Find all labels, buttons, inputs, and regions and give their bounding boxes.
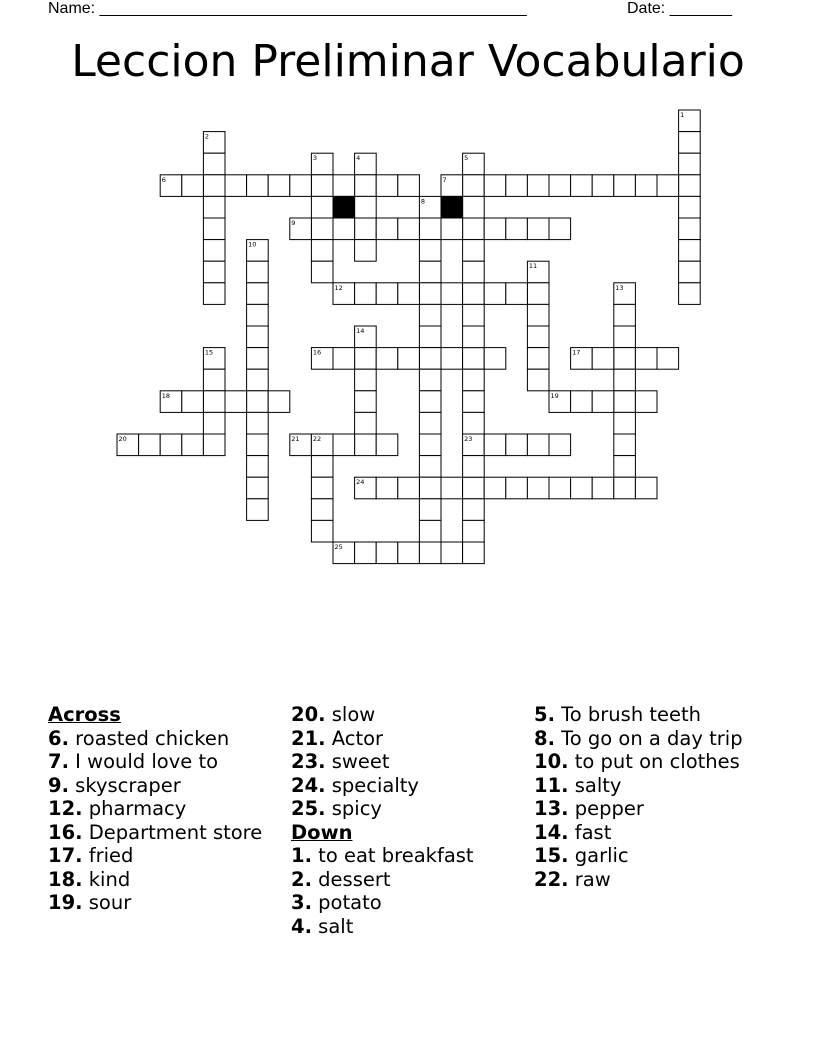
cell-number: 16: [312, 348, 322, 357]
grid-cell[interactable]: [592, 391, 614, 413]
grid-cell[interactable]: [527, 326, 549, 348]
clue-text: To brush teeth: [554, 703, 702, 726]
grid-cell[interactable]: [225, 391, 247, 413]
cell-number: 19: [550, 391, 559, 400]
grid-cell[interactable]: [398, 542, 420, 564]
cell-number: 7: [442, 175, 447, 184]
clue-item: [534, 868, 784, 892]
grid-cell[interactable]: [311, 520, 333, 542]
grid-cell[interactable]: [592, 175, 614, 197]
across-clue-list: [48, 727, 268, 915]
clue-number: 12.: [48, 797, 83, 820]
grid-cell[interactable]: [463, 456, 485, 478]
clue-item: [48, 750, 268, 774]
grid-cell[interactable]: [463, 348, 485, 370]
grid-cell[interactable]: [376, 283, 398, 305]
grid-cell[interactable]: [679, 153, 701, 175]
grid-cell[interactable]: [398, 283, 420, 305]
clue-number: 10.: [534, 750, 569, 773]
grid-cell[interactable]: [441, 218, 463, 240]
cell-number: 5: [464, 154, 469, 163]
cell-number: 24: [356, 478, 365, 487]
grid-cell[interactable]: [311, 499, 333, 521]
grid-cell[interactable]: [484, 175, 506, 197]
clue-item: [534, 797, 784, 821]
clue-item: [534, 774, 784, 798]
grid-cell[interactable]: [376, 434, 398, 456]
grid-cell[interactable]: [247, 175, 269, 197]
grid-cell[interactable]: [355, 218, 377, 240]
grid-cell[interactable]: [441, 283, 463, 305]
grid-cell[interactable]: [419, 520, 441, 542]
grid-cell[interactable]: [247, 348, 269, 370]
clue-number: 6.: [48, 726, 69, 750]
grid-cell[interactable]: [614, 326, 636, 348]
grid-cell[interactable]: [419, 456, 441, 478]
grid-cell[interactable]: [463, 175, 485, 197]
clue-text: to put on clothes: [568, 750, 740, 773]
clue-number: 5.: [534, 703, 555, 726]
clue-item: [291, 703, 511, 727]
grid-cell[interactable]: [247, 326, 269, 348]
clue-item: [48, 821, 268, 845]
grid-cell[interactable]: [463, 412, 485, 434]
cell-number: 9: [291, 219, 296, 227]
clue-text: garlic: [568, 844, 629, 867]
clue-item: [291, 844, 511, 868]
grid-cell[interactable]: [355, 412, 377, 434]
grid-cell[interactable]: [311, 240, 333, 262]
date-field-label: Date: _______: [627, 0, 732, 17]
clue-number: 24.: [291, 773, 326, 797]
clue-item: [534, 703, 784, 727]
grid-cell[interactable]: [527, 218, 549, 240]
clue-number: 4.: [291, 914, 312, 938]
clue-item: [291, 891, 511, 915]
clue-number: 17.: [48, 844, 83, 867]
cell-number: 18: [161, 391, 170, 400]
cell-number: 11: [528, 262, 538, 271]
grid-cell[interactable]: [506, 434, 528, 456]
clues-column-3: [534, 703, 784, 891]
cell-number: 17: [572, 348, 581, 357]
clue-text: salty: [568, 773, 622, 797]
clue-number: 8.: [534, 726, 555, 750]
clue-item: [291, 750, 511, 774]
grid-cell[interactable]: [419, 369, 441, 391]
grid-cell[interactable]: [527, 175, 549, 197]
grid-cell[interactable]: [203, 261, 225, 283]
grid-cell[interactable]: [463, 240, 485, 262]
clue-text: Department store: [82, 820, 263, 844]
grid-cell[interactable]: [441, 477, 463, 499]
grid-cell[interactable]: [463, 304, 485, 326]
cell-number: 4: [356, 154, 361, 163]
across-heading: Across: [48, 703, 121, 726]
cell-number: 25: [334, 543, 343, 551]
grid-cell[interactable]: [311, 196, 333, 218]
cell-number: 10: [248, 240, 257, 249]
clue-number: 11.: [534, 773, 569, 797]
cell-number: 21: [291, 435, 300, 443]
grid-cell[interactable]: [247, 304, 269, 326]
grid-cell[interactable]: [247, 369, 269, 391]
grid-cell[interactable]: [484, 348, 506, 370]
grid-cell[interactable]: [203, 283, 225, 305]
grid-cell[interactable]: [419, 240, 441, 262]
clue-number: 3.: [291, 891, 312, 914]
cell-number: 3: [312, 154, 318, 163]
grid-cell[interactable]: [614, 304, 636, 326]
grid-cell[interactable]: [376, 175, 398, 197]
cell-number: 23: [464, 435, 473, 443]
cell-number: 8: [420, 197, 426, 206]
clue-number: 25.: [291, 797, 326, 820]
grid-cell[interactable]: [311, 175, 333, 197]
grid-cell[interactable]: [247, 261, 269, 283]
grid-cell[interactable]: [614, 391, 636, 413]
clue-text: slow: [325, 703, 376, 726]
grid-cell[interactable]: [463, 391, 485, 413]
grid-cell[interactable]: [527, 348, 549, 370]
clue-number: 19.: [48, 891, 83, 914]
grid-cell[interactable]: [463, 477, 485, 499]
cell-number: 12: [334, 283, 343, 292]
clue-number: 9.: [48, 773, 69, 797]
clue-number: 21.: [291, 726, 326, 750]
grid-cell[interactable]: [419, 477, 441, 499]
grid-cell[interactable]: [419, 326, 441, 348]
grid-cell[interactable]: [614, 412, 636, 434]
grid-cell[interactable]: [635, 477, 657, 499]
grid-cell[interactable]: [247, 283, 269, 305]
black-cell: [441, 196, 463, 218]
grid-cell[interactable]: [679, 218, 701, 240]
clues-column-2: [291, 703, 511, 938]
grid-cell[interactable]: [419, 283, 441, 305]
across-clue-list-continued: [291, 703, 511, 821]
grid-cell[interactable]: [398, 348, 420, 370]
grid-cell[interactable]: [247, 456, 269, 478]
grid-cell[interactable]: [463, 283, 485, 305]
grid-cell[interactable]: [203, 412, 225, 434]
grid-cell[interactable]: [182, 434, 204, 456]
clue-number: 14.: [534, 820, 569, 844]
clue-text: pepper: [568, 797, 644, 820]
grid-cell[interactable]: [419, 304, 441, 326]
grid-cell[interactable]: [419, 412, 441, 434]
clue-text: to eat breakfast: [311, 844, 474, 867]
grid-cell[interactable]: [463, 369, 485, 391]
grid-cell[interactable]: [311, 261, 333, 283]
clue-text: sweet: [325, 750, 390, 773]
grid-cell[interactable]: [484, 218, 506, 240]
grid-cell[interactable]: [311, 218, 333, 240]
grid-cell[interactable]: [614, 456, 636, 478]
clue-number: 1.: [291, 844, 312, 867]
grid-cell[interactable]: [635, 391, 657, 413]
clue-number: 2.: [291, 867, 312, 891]
grid-cell[interactable]: [225, 175, 247, 197]
clue-number: 15.: [534, 844, 569, 867]
grid-cell[interactable]: [376, 348, 398, 370]
clue-number: 23.: [291, 750, 326, 773]
clue-number: 20.: [291, 703, 326, 726]
grid-cell[interactable]: [398, 477, 420, 499]
clue-text: kind: [82, 867, 131, 891]
grid-cell[interactable]: [355, 348, 377, 370]
grid-cell[interactable]: [355, 542, 377, 564]
grid-cell[interactable]: [419, 218, 441, 240]
clue-item: [534, 821, 784, 845]
clue-text: fried: [82, 844, 134, 867]
clue-number: 13.: [534, 797, 569, 820]
grid-cell[interactable]: [679, 261, 701, 283]
grid-cell[interactable]: [657, 348, 679, 370]
grid-cell[interactable]: [571, 391, 593, 413]
grid-cell[interactable]: [247, 499, 269, 521]
grid-cell[interactable]: [419, 348, 441, 370]
clue-text: skyscraper: [68, 773, 181, 797]
grid-cell[interactable]: [506, 175, 528, 197]
grid-cell[interactable]: [635, 175, 657, 197]
clue-item: [291, 868, 511, 892]
grid-cell[interactable]: [527, 369, 549, 391]
grid-cell[interactable]: [614, 477, 636, 499]
grid-cell[interactable]: [419, 391, 441, 413]
clue-text: sour: [82, 891, 132, 914]
clue-number: 22.: [534, 867, 569, 891]
grid-cell[interactable]: [268, 391, 290, 413]
grid-cell[interactable]: [527, 434, 549, 456]
clue-item: [48, 797, 268, 821]
clue-item: [48, 891, 268, 915]
grid-cell[interactable]: [203, 153, 225, 175]
grid-cell[interactable]: [355, 391, 377, 413]
grid-cell[interactable]: [592, 477, 614, 499]
grid-cell[interactable]: [463, 196, 485, 218]
grid-cell[interactable]: [484, 283, 506, 305]
grid-cell[interactable]: [463, 218, 485, 240]
clue-text: potato: [311, 891, 382, 914]
grid-cell[interactable]: [463, 520, 485, 542]
grid-cell[interactable]: [247, 477, 269, 499]
grid-cell[interactable]: [333, 434, 355, 456]
clue-text: dessert: [311, 867, 391, 891]
clue-item: [48, 844, 268, 868]
grid-cell[interactable]: [203, 391, 225, 413]
grid-cell[interactable]: [398, 218, 420, 240]
clue-text: specialty: [325, 773, 419, 797]
clues-column-1: [48, 703, 268, 915]
grid-cell[interactable]: [679, 196, 701, 218]
grid-cell[interactable]: [139, 434, 161, 456]
grid-cell[interactable]: [203, 175, 225, 197]
grid-cell[interactable]: [463, 261, 485, 283]
clue-text: Actor: [325, 726, 384, 750]
grid-cell[interactable]: [376, 542, 398, 564]
cell-number: 6: [161, 175, 166, 184]
grid-cell[interactable]: [679, 283, 701, 305]
grid-cell[interactable]: [635, 348, 657, 370]
grid-cell[interactable]: [484, 434, 506, 456]
grid-cell[interactable]: [549, 175, 571, 197]
clue-text: salt: [311, 914, 354, 938]
grid-cell[interactable]: [160, 434, 182, 456]
grid-cell[interactable]: [311, 456, 333, 478]
cell-number: 2: [204, 132, 210, 141]
grid-cell[interactable]: [419, 434, 441, 456]
clue-item: [48, 868, 268, 892]
clue-item: [534, 844, 784, 868]
grid-cell[interactable]: [463, 499, 485, 521]
down-clue-list: [291, 844, 511, 938]
grid-cell[interactable]: [247, 391, 269, 413]
grid-cell[interactable]: [182, 391, 204, 413]
clue-number: 7.: [48, 750, 69, 773]
grid-cell[interactable]: [527, 304, 549, 326]
cell-number: 14: [356, 327, 365, 335]
grid-cell[interactable]: [679, 240, 701, 262]
name-field-label: Name: ________________________________________________: [48, 0, 527, 17]
grid-cell[interactable]: [203, 240, 225, 262]
grid-cell[interactable]: [463, 326, 485, 348]
clue-number: 18.: [48, 867, 83, 891]
grid-cell[interactable]: [290, 175, 312, 197]
grid-cell[interactable]: [614, 434, 636, 456]
black-cell: [333, 196, 355, 218]
grid-cell[interactable]: [506, 218, 528, 240]
clue-text: To go on a day trip: [554, 726, 743, 750]
grid-cell[interactable]: [419, 499, 441, 521]
grid-cell[interactable]: [679, 132, 701, 154]
grid-cell[interactable]: [549, 434, 571, 456]
grid-cell[interactable]: [419, 261, 441, 283]
grid-cell[interactable]: [355, 196, 377, 218]
grid-cell[interactable]: [527, 477, 549, 499]
grid-cell[interactable]: [203, 196, 225, 218]
page-title: Leccion Preliminar Vocabulario: [71, 36, 745, 87]
grid-cell[interactable]: [463, 542, 485, 564]
clue-number: 16.: [48, 820, 83, 844]
grid-cell[interactable]: [592, 348, 614, 370]
clue-item: [291, 915, 511, 939]
grid-cell[interactable]: [182, 175, 204, 197]
down-heading: Down: [291, 820, 353, 844]
cell-number: 1: [680, 111, 685, 119]
grid-cell[interactable]: [441, 542, 463, 564]
grid-cell[interactable]: [203, 369, 225, 391]
grid-cell[interactable]: [506, 477, 528, 499]
clue-text: I would love to: [68, 750, 219, 773]
grid-cell[interactable]: [268, 175, 290, 197]
grid-cell[interactable]: [203, 434, 225, 456]
grid-cell[interactable]: [355, 175, 377, 197]
grid-cell[interactable]: [311, 477, 333, 499]
grid-cell[interactable]: [506, 283, 528, 305]
down-clue-list-continued: [534, 703, 784, 891]
grid-cell[interactable]: [376, 477, 398, 499]
grid-cell[interactable]: [614, 369, 636, 391]
grid-cell[interactable]: [355, 240, 377, 262]
grid-cell[interactable]: [333, 348, 355, 370]
grid-cell[interactable]: [679, 175, 701, 197]
clue-item: [48, 774, 268, 798]
grid-cell[interactable]: [614, 348, 636, 370]
grid-cell[interactable]: [614, 175, 636, 197]
grid-cell[interactable]: [333, 175, 355, 197]
clue-item: [534, 727, 784, 751]
cell-number: 15: [204, 348, 214, 357]
grid-cell[interactable]: [247, 412, 269, 434]
cell-number: 13: [615, 283, 624, 292]
grid-cell[interactable]: [247, 434, 269, 456]
grid-cell[interactable]: [398, 175, 420, 197]
cell-number: 20: [118, 435, 127, 443]
grid-cell[interactable]: [355, 369, 377, 391]
clue-text: raw: [568, 867, 611, 891]
grid-cell[interactable]: [527, 283, 549, 305]
grid-cell[interactable]: [571, 477, 593, 499]
clue-item: [534, 750, 784, 774]
clue-text: spicy: [325, 797, 382, 820]
grid-cell[interactable]: [549, 218, 571, 240]
clue-item: [291, 797, 511, 821]
grid-cell[interactable]: [376, 218, 398, 240]
grid-cell[interactable]: [355, 434, 377, 456]
grid-cell[interactable]: [355, 283, 377, 305]
grid-cell[interactable]: [484, 477, 506, 499]
clue-item: [291, 727, 511, 751]
clue-text: pharmacy: [82, 797, 187, 820]
clue-item: [48, 727, 268, 751]
grid-cell[interactable]: [657, 175, 679, 197]
clue-text: fast: [568, 820, 612, 844]
grid-cell[interactable]: [419, 542, 441, 564]
cell-number: 22: [312, 435, 322, 443]
clue-text: roasted chicken: [68, 726, 230, 750]
grid-cell[interactable]: [333, 218, 355, 240]
clue-item: [291, 774, 511, 798]
grid-cell[interactable]: [571, 175, 593, 197]
grid-cell[interactable]: [203, 218, 225, 240]
grid-cell[interactable]: [549, 477, 571, 499]
grid-cell[interactable]: [441, 348, 463, 370]
